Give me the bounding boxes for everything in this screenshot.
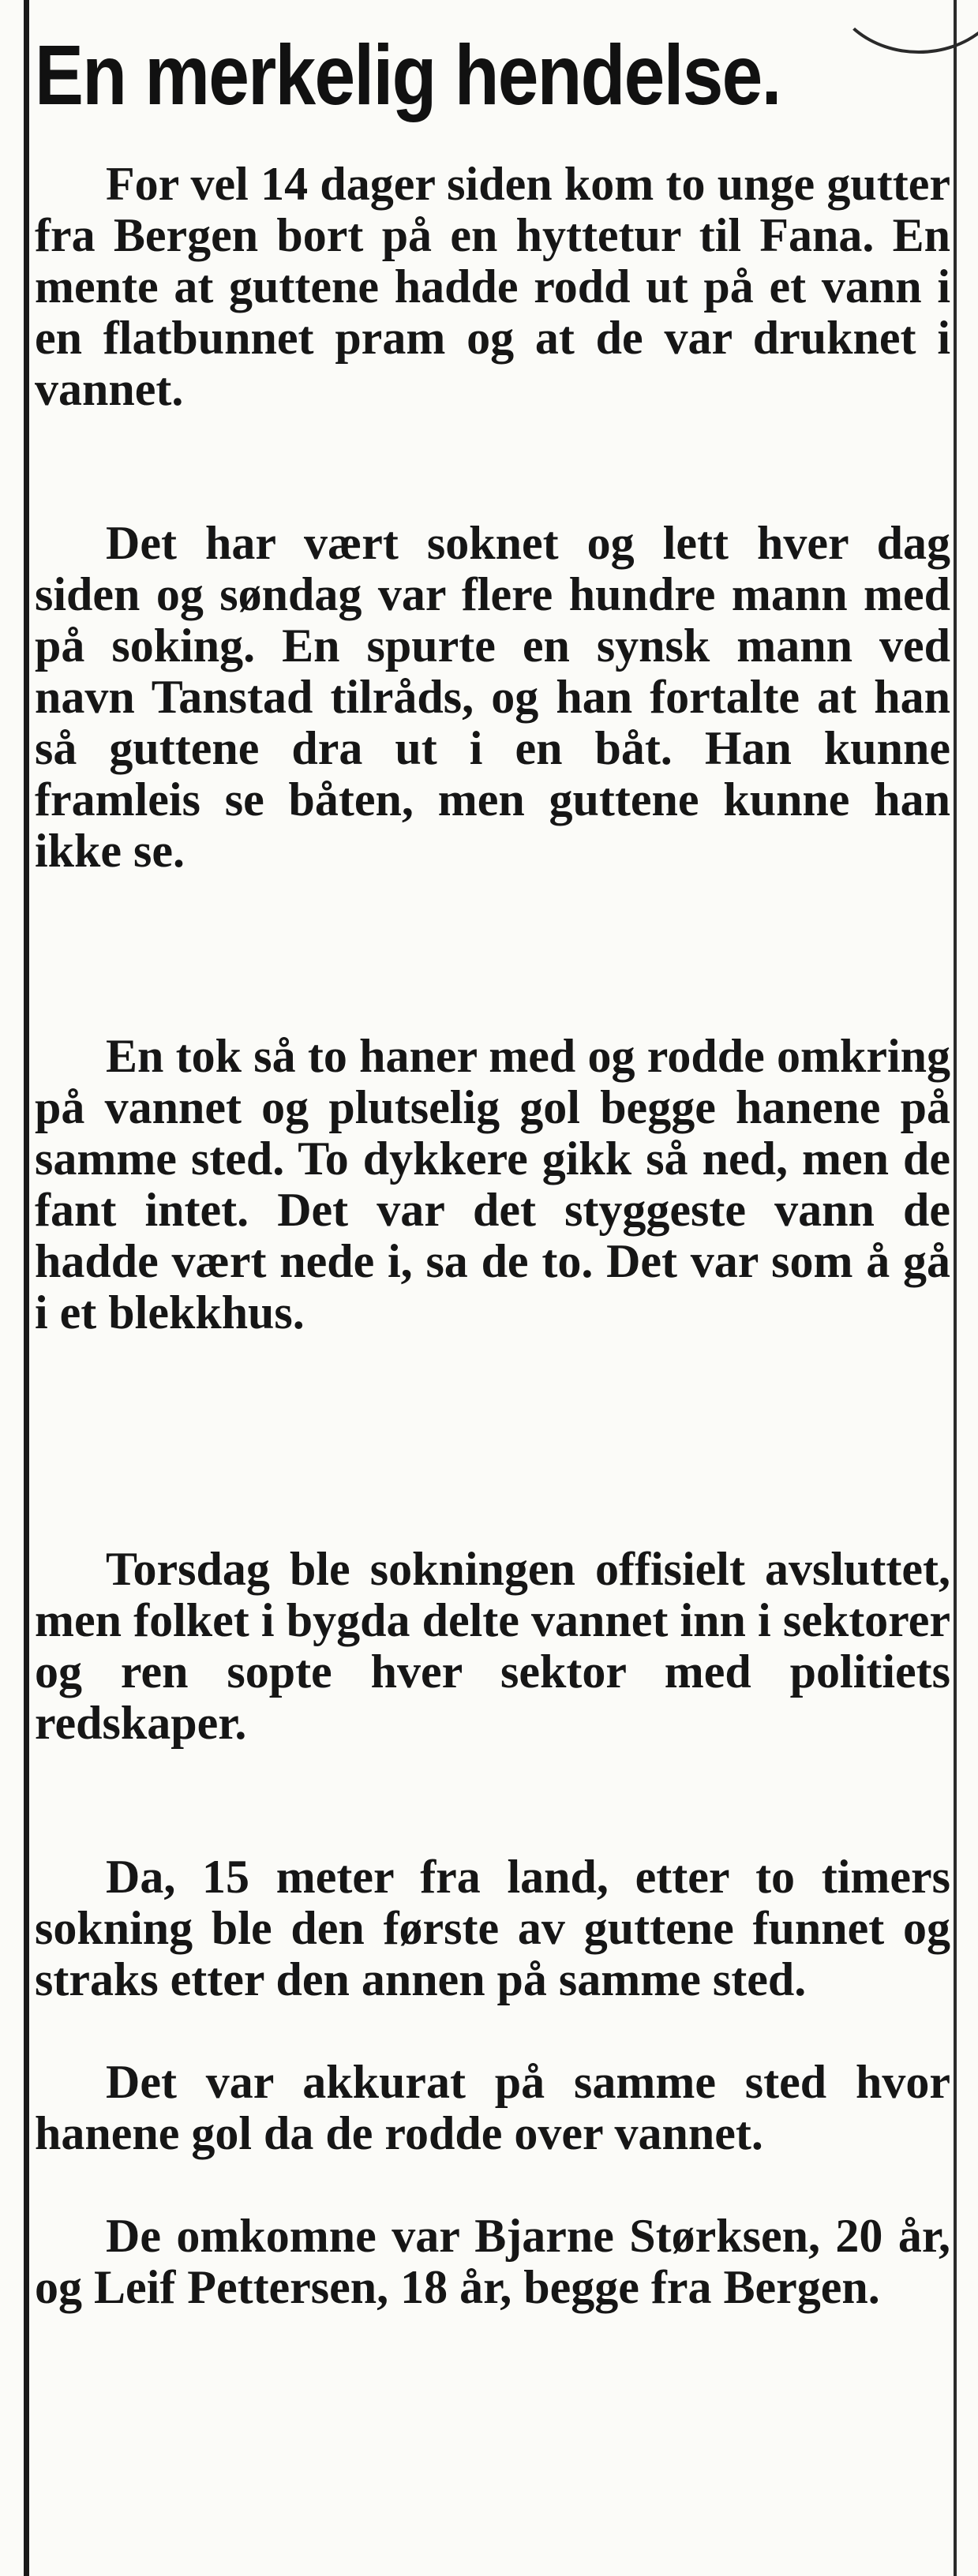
column-rule-left bbox=[24, 0, 29, 2576]
paragraph-1: For vel 14 dager siden kom to unge gutter fra Bergen bort på en hyttetur til Fana. En mente at guttene hadde rodd ut på et vann i en flatbunnet pram og at de var druknet i vannet. bbox=[35, 158, 950, 415]
column-rule-right bbox=[954, 0, 957, 2576]
article bbox=[35, 24, 950, 2364]
paragraph-2: Det har vært soknet og lett hver dag siden og søndag var flere hundre mann med på soking. En spurte en synsk mann ved navn Tanstad tilråds, og han fortalte at han så guttene dra ut i en båt. Han kunne framleis se båten, men guttene kunne han ikke se. bbox=[35, 517, 950, 877]
paragraph-7: De omkomne var Bjarne Størksen, 20 år, og Leif Pettersen, 18 år, begge fra Bergen. bbox=[35, 2210, 950, 2313]
paragraph-3: En tok så to haner med og rodde omkring på vannet og plutselig gol begge hanene på samme sted. To dykkere gikk så ned, men de fant intet. Det var det styggeste vann de hadde vært nede i, sa de to. Det var som å gå i et blekkhus. bbox=[35, 1030, 950, 1339]
headline: En merkelig hendelse. bbox=[35, 27, 781, 122]
paragraph-5: Da, 15 meter fra land, etter to timers sokning ble den første av guttene funnet og straks etter den annen på samme sted. bbox=[35, 1851, 950, 2005]
paragraph-4: Torsdag ble sokningen offisielt avsluttet, men folket i bygda delte vannet inn i sektorer og ren sopte hver sektor med politiets redskaper. bbox=[35, 1543, 950, 1749]
paragraph-6: Det var akkurat på samme sted hvor hanene gol da de rodde over vannet. bbox=[35, 2056, 950, 2159]
